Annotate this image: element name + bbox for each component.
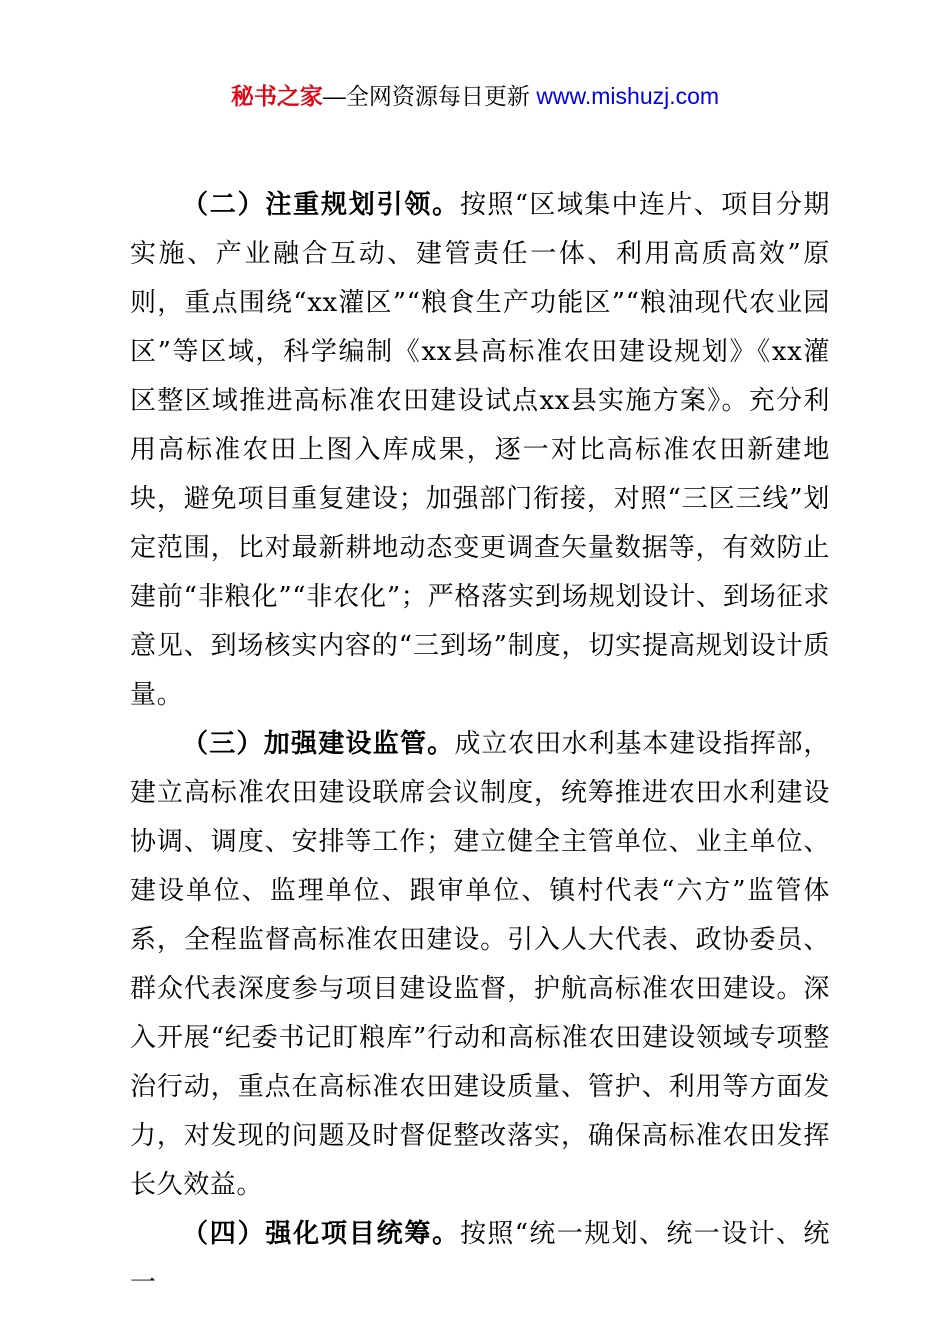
paragraph-coordination [130,1210,830,1308]
paragraph-heading: （四）强化项目统筹。 [182,1219,460,1249]
site-brand: 秘书之家 [230,83,323,109]
paragraph-text: 按照“区域集中连片、项目分期实施、产业融合互动、建管责任一体、利用高质高效”原则，重点围绕“xx灌区”“粮食生产功能区”“粮油现代农业园区”等区域，科学编制《xx县高标准农田建设规划》《xx灌区整区域推进高标准农田建设试点xx县实施方案》。充分利用高标准农田上图入库成果，逐一对比高标准农田新建地块，避免项目重复建设；加强部门衔接，对照“三区三线”划定范围，比对最新耕地动态变更调查矢量数据等，有效防止建前“非粮化”“非农化”；严格落实到场规划设计、到场征求意见、到场核实内容的“三到场”制度，切实提高规划设计质量。 [130,190,830,710]
site-slogan: —全网资源每日更新 [322,83,530,109]
paragraph-text: 按照“统一规划、统一设计、统一 [130,1219,830,1298]
paragraph-text: 成立农田水利基本建设指挥部，建立高标准农田建设联席会议制度，统筹推进农田水利建设协调、调度、安排等工作；建立健全主管单位、业主单位、建设单位、监理单位、跟审单位、镇村代表“六方”监管体系，全程监督高标准农田建设。引入人大代表、政协委员、群众代表深度参与项目建设监督，护航高标准农田建设。深入开展“纪委书记盯粮库”行动和高标准农田建设领域专项整治行动，重点在高标准农田建设质量、管护、利用等方面发力，对发现的问题及时督促整改落实，确保高标准农田发挥长久效益。 [130,729,830,1200]
site-url-link[interactable]: www.mishuzj.com [536,83,720,109]
paragraph-heading: （三）加强建设监管。 [182,729,455,759]
paragraph-heading: （二）注重规划引领。 [182,190,460,220]
document-body [130,181,830,1308]
page-header [0,80,950,112]
paragraph-supervision [130,720,830,1210]
paragraph-planning [130,181,830,720]
